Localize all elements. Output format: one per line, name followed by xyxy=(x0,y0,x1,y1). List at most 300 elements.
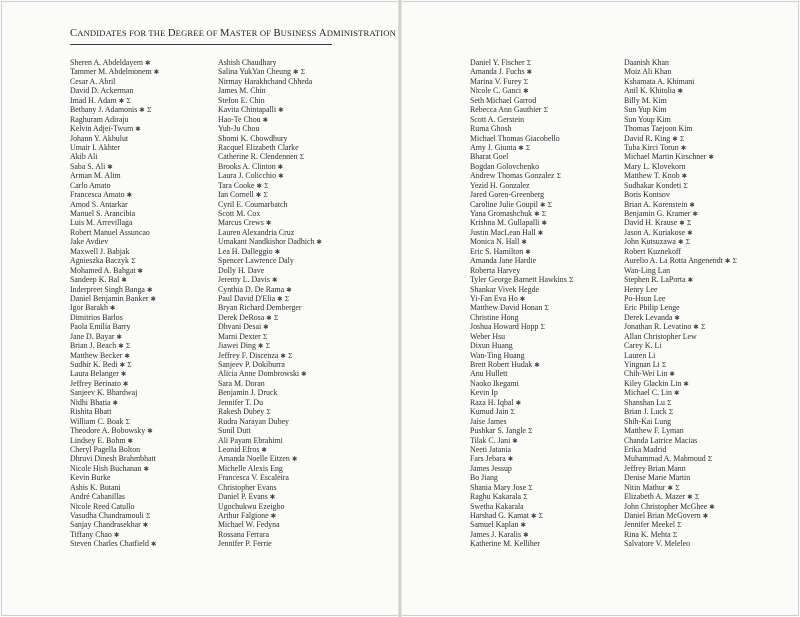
sigma-mark-icon: Σ xyxy=(130,257,136,266)
candidate-name-text: Katherine M. Kelliher xyxy=(470,539,540,549)
candidate-name xyxy=(70,256,230,265)
candidate-name-text: Racquel Elizabeth Clarke xyxy=(218,142,299,152)
candidate-name xyxy=(218,181,378,190)
candidate-name-text: John Kutsuzawa xyxy=(624,237,676,247)
candidate-name-text: David D. Ackerman xyxy=(70,86,134,96)
candidate-name xyxy=(218,86,378,95)
sigma-mark-icon: Σ xyxy=(541,210,547,218)
candidate-name-text: Eric Philip Lenge xyxy=(624,303,680,313)
candidate-name-text: Yi-Fan Eva Ho xyxy=(470,293,518,303)
candidate-name xyxy=(470,313,630,322)
candidate-name xyxy=(218,398,378,407)
asterisk-mark-icon: ✱ xyxy=(672,135,678,143)
candidate-name xyxy=(624,473,784,482)
candidate-name-text: Aurelio A. La Rotta Angenendt xyxy=(624,256,723,266)
candidate-name-text: Scott M. Cox xyxy=(218,209,261,218)
asterisk-mark-icon: ✱ xyxy=(534,362,540,369)
candidate-name xyxy=(218,171,378,180)
asterisk-mark-icon: ✱ xyxy=(261,446,267,454)
asterisk-mark-icon: ✱ xyxy=(683,380,689,388)
candidate-name-text: Pushkar S. Jangle xyxy=(470,426,526,436)
asterisk-mark-icon: ✱ xyxy=(677,88,684,96)
candidate-name xyxy=(624,266,784,275)
candidate-name-text: Marcus Crews xyxy=(218,218,264,228)
candidate-name xyxy=(218,237,378,246)
candidate-name xyxy=(624,77,784,86)
candidate-name xyxy=(218,473,378,482)
candidate-name xyxy=(470,162,630,171)
candidate-name-text: Seth Michael Garrod xyxy=(470,95,537,105)
candidate-name-text: Michael Thomas Giacobello xyxy=(470,133,560,143)
candidate-name-text: Ugochukwu Ezeigbo xyxy=(218,501,285,511)
candidate-name xyxy=(470,539,630,548)
asterisk-mark-icon: ✱ xyxy=(255,192,262,200)
name-column-2 xyxy=(218,58,378,549)
candidate-name-text: Steven Charles Chatfield xyxy=(70,539,149,549)
candidate-name-text: Arman M. Alim xyxy=(70,171,121,181)
candidate-name-text: Fars Jebara xyxy=(470,454,506,464)
candidate-name xyxy=(218,407,378,416)
candidate-name-text: Jared Goren-Greenberg xyxy=(470,190,545,200)
candidate-name-text: Kshamata A. Khimani xyxy=(624,76,695,86)
candidate-name xyxy=(218,77,378,86)
candidate-name xyxy=(70,200,230,209)
candidate-name-text: Kumud Jain xyxy=(470,407,509,417)
candidate-name xyxy=(70,520,230,529)
candidate-name-text: Nitin Mathur xyxy=(624,482,666,492)
candidate-name-text: Denise Marie Martin xyxy=(624,473,691,483)
candidate-name-text: Roberta Harvey xyxy=(470,265,521,275)
candidate-name xyxy=(470,332,630,341)
candidate-name xyxy=(470,341,630,350)
candidate-name-text: Daniel Y. Fischer xyxy=(470,58,525,67)
candidate-name xyxy=(470,379,630,388)
sigma-mark-icon: Σ xyxy=(299,153,305,162)
candidate-name xyxy=(470,285,630,294)
sigma-mark-icon: Σ xyxy=(300,68,306,77)
asterisk-mark-icon: ✱ xyxy=(679,220,685,228)
candidate-name xyxy=(70,96,230,105)
candidate-name-text: William C. Boak xyxy=(70,416,124,426)
sigma-mark-icon: Σ xyxy=(540,323,545,332)
candidate-name xyxy=(470,275,630,284)
candidate-name xyxy=(624,303,784,312)
asterisk-mark-icon: ✱ xyxy=(519,295,526,303)
candidate-name xyxy=(218,96,378,105)
candidate-name-text: Jaise James xyxy=(470,416,507,426)
candidate-name xyxy=(70,379,230,388)
candidate-name xyxy=(218,218,378,227)
candidate-name-text: Manuel S. Arancibia xyxy=(70,209,136,218)
candidate-name-text: Cyril E. Coumarbatch xyxy=(218,199,288,209)
candidate-name-text: Brett Robert Hudak xyxy=(470,360,533,369)
candidate-name-text: John Christopher McGhee xyxy=(624,501,708,511)
candidate-name xyxy=(218,200,378,209)
sigma-mark-icon: Σ xyxy=(527,427,533,436)
asterisk-mark-icon: ✱ xyxy=(146,286,153,294)
candidate-name-text: Sheren A. Abdeldayem xyxy=(70,58,143,67)
candidate-name-text: Amanda Jane Hardie xyxy=(470,256,537,266)
candidate-name-text: Yezid H. Gonzalez xyxy=(470,180,530,190)
candidate-name-text: Christopher Evans xyxy=(218,482,277,492)
candidate-name-text: James Jessup xyxy=(470,463,512,473)
asterisk-mark-icon: ✱ xyxy=(266,314,272,322)
candidate-name-text: Nidhi Bhatia xyxy=(70,397,111,407)
candidate-name xyxy=(624,313,784,322)
candidate-name xyxy=(624,369,784,378)
candidate-name-text: Sudhakar Kondeti xyxy=(624,180,682,190)
candidate-name-text: Dhruvi Dinesh Brahmbhatt xyxy=(70,454,156,464)
asterisk-mark-icon: ✱ xyxy=(687,494,693,502)
candidate-name-text: Igor Barakh xyxy=(70,303,108,313)
candidate-name-text: Jake Avdiev xyxy=(70,237,109,247)
candidate-name-text: Wan-Ting Huang xyxy=(470,350,525,360)
candidate-name xyxy=(70,285,230,294)
asterisk-mark-icon: ✱ xyxy=(135,126,141,134)
candidate-name xyxy=(470,200,630,209)
sigma-mark-icon: Σ xyxy=(672,530,678,539)
candidate-name-text: Jane D. Bayar xyxy=(70,331,115,341)
candidate-name-text: Salvatore V. Meleleo xyxy=(624,539,691,549)
asterisk-mark-icon: ✱ xyxy=(278,107,284,115)
candidate-name-text: Bethany J. Adamonis xyxy=(70,105,138,115)
candidate-name xyxy=(218,426,378,435)
candidate-name xyxy=(70,530,230,539)
candidate-name-text: Marni Dexter xyxy=(218,331,261,341)
candidate-name xyxy=(470,115,630,124)
candidate-name-text: Lauren Li xyxy=(624,350,656,360)
sigma-mark-icon: Σ xyxy=(263,191,268,200)
candidate-name xyxy=(218,294,378,303)
candidate-name xyxy=(470,77,630,86)
asterisk-mark-icon: ✱ xyxy=(537,229,544,237)
asterisk-mark-icon: ✱ xyxy=(122,380,129,388)
candidate-name-text: Bharat Goel xyxy=(470,152,509,162)
candidate-name xyxy=(218,322,378,331)
candidate-name xyxy=(624,58,784,67)
candidate-name xyxy=(70,322,230,331)
asterisk-mark-icon: ✱ xyxy=(530,513,537,520)
candidate-name xyxy=(624,200,784,209)
candidate-name-text: Andrew Thomas Gonzalez xyxy=(470,171,555,181)
asterisk-mark-icon: ✱ xyxy=(107,163,113,171)
candidate-name-text: Eric S. Hamilton xyxy=(470,246,524,256)
asterisk-mark-icon: ✱ xyxy=(316,239,322,247)
candidate-name-text: Jiawei Ding xyxy=(218,341,256,351)
candidate-name xyxy=(70,228,230,237)
candidate-name-text: Sara M. Doran xyxy=(218,378,265,388)
sigma-mark-icon: Σ xyxy=(273,313,279,322)
candidate-name xyxy=(218,502,378,511)
candidate-name xyxy=(624,464,784,473)
candidate-name-text: Nicole C. Ganci xyxy=(470,86,522,96)
candidate-name xyxy=(70,539,230,548)
sigma-mark-icon: Σ xyxy=(266,408,271,417)
asterisk-mark-icon: ✱ xyxy=(137,267,144,275)
candidate-name-text: Johann Y. Akbulut xyxy=(70,133,129,143)
candidate-name xyxy=(624,237,784,246)
asterisk-mark-icon: ✱ xyxy=(280,352,286,360)
candidate-name xyxy=(624,256,784,265)
sigma-mark-icon: Σ xyxy=(544,304,549,313)
candidate-name-text: Carlo Amato xyxy=(70,180,111,190)
candidate-name xyxy=(470,473,630,482)
candidate-name-text: Francesca Amato xyxy=(70,190,125,200)
asterisk-mark-icon: ✱ xyxy=(681,173,688,181)
candidate-name-text: Scott A. Gerstein xyxy=(470,114,525,124)
candidate-name xyxy=(70,247,230,256)
candidate-name-text: Anu Hullett xyxy=(470,369,508,379)
candidate-name-text: Cheryl Pagella Bolton xyxy=(70,444,141,454)
asterisk-mark-icon: ✱ xyxy=(520,522,526,530)
asterisk-mark-icon: ✱ xyxy=(674,314,680,322)
asterisk-mark-icon: ✱ xyxy=(708,154,714,162)
candidate-name-text: Krishna M. Gullapalli xyxy=(470,218,540,228)
candidate-name xyxy=(218,360,378,369)
asterisk-mark-icon: ✱ xyxy=(291,456,298,464)
sigma-mark-icon: Σ xyxy=(538,512,544,520)
candidate-name xyxy=(70,483,230,492)
candidate-name-text: Jeremy L. Davis xyxy=(218,275,270,285)
candidate-name-text: Dimitrios Barlos xyxy=(70,312,123,322)
asterisk-mark-icon: ✱ xyxy=(523,531,529,539)
candidate-name xyxy=(218,492,378,501)
candidate-name xyxy=(470,124,630,133)
candidate-name-text: Justin MacLean Hall xyxy=(470,227,536,237)
candidate-name-text: Shania Mary Jose xyxy=(470,482,527,492)
asterisk-mark-icon: ✱ xyxy=(118,343,124,351)
candidate-name-text: Amy J. Giunta xyxy=(470,142,517,152)
candidate-name xyxy=(218,445,378,454)
candidate-name-text: Rudra Narayan Dubey xyxy=(218,416,289,426)
candidate-name-text: Neeti Jatania xyxy=(470,444,511,454)
candidate-name-text: Jeffrey F. Discenza xyxy=(218,350,279,360)
candidate-name xyxy=(624,228,784,237)
candidate-name xyxy=(70,237,230,246)
candidate-name xyxy=(470,502,630,511)
candidate-name xyxy=(624,530,784,539)
candidate-name xyxy=(624,502,784,511)
candidate-name xyxy=(218,341,378,350)
candidate-name xyxy=(218,436,378,445)
candidate-name-text: Raghuram Adiraju xyxy=(70,114,129,124)
candidate-name xyxy=(624,511,784,520)
candidate-name xyxy=(470,152,630,161)
candidate-name xyxy=(470,360,630,369)
candidate-name-text: Po-Hsun Lee xyxy=(624,293,666,303)
candidate-name-text: Luis M. Arrevillaga xyxy=(70,218,133,228)
candidate-name-text: Thomas Taejoon Kim xyxy=(624,124,693,134)
candidate-name xyxy=(70,86,230,95)
candidate-name-text: Boris Kontsov xyxy=(624,190,670,200)
name-column-3 xyxy=(470,58,630,549)
candidate-name xyxy=(624,417,784,426)
candidate-name-text: Moiz Ali Khan xyxy=(624,67,672,77)
candidate-name xyxy=(470,511,630,520)
candidate-name xyxy=(624,115,784,124)
candidate-name xyxy=(218,228,378,237)
candidate-name-text: Daanish Khan xyxy=(624,58,669,67)
candidate-name-text: Brooks A. Clinton xyxy=(218,161,276,171)
candidate-name xyxy=(218,332,378,341)
candidate-name-text: Sun Yup Kim xyxy=(624,105,667,115)
candidate-name xyxy=(218,454,378,463)
candidate-name-text: Chih-Wei Lin xyxy=(624,369,668,379)
candidate-name-text: Michael W. Fedyna xyxy=(218,520,280,530)
sigma-mark-icon: Σ xyxy=(264,181,269,190)
candidate-name xyxy=(470,143,630,152)
candidate-name xyxy=(70,143,230,152)
candidate-name xyxy=(218,143,378,152)
candidate-name xyxy=(624,285,784,294)
candidate-name-text: Lindsey E. Bohm xyxy=(70,435,126,445)
candidate-name-text: Caroline Julie Goupil xyxy=(470,199,538,209)
candidate-name-text: Michelle Alexis Eng xyxy=(218,463,283,473)
candidate-name xyxy=(218,303,378,312)
candidate-name xyxy=(70,388,230,397)
candidate-name-text: James J. Karalis xyxy=(470,529,522,539)
candidate-name xyxy=(470,464,630,473)
asterisk-mark-icon: ✱ xyxy=(150,541,157,549)
sigma-mark-icon: Σ xyxy=(556,172,561,181)
candidate-name-text: Samuel Kaplan xyxy=(470,520,519,530)
right-page xyxy=(400,0,800,617)
candidate-name xyxy=(470,483,630,492)
asterisk-mark-icon: ✱ xyxy=(277,163,284,171)
candidate-name-text: Sudhir K. Bedi xyxy=(70,360,118,369)
candidate-name-text: Leonid Efros xyxy=(218,444,260,454)
candidate-name xyxy=(624,275,784,284)
asterisk-mark-icon: ✱ xyxy=(153,69,160,77)
sigma-mark-icon: Σ xyxy=(677,521,682,530)
candidate-name-text: Tyler George Barnett Hawkins xyxy=(470,275,567,285)
candidate-name xyxy=(624,190,784,199)
asterisk-mark-icon: ✱ xyxy=(523,88,529,96)
candidate-name-text: Yingnan Li xyxy=(624,360,660,369)
asterisk-mark-icon: ✱ xyxy=(512,437,518,445)
candidate-name-text: Jeffrey Brian Mann xyxy=(624,463,686,473)
candidate-name-text: Ashish Chaudhary xyxy=(218,58,277,67)
sigma-mark-icon: Σ xyxy=(125,342,131,351)
candidate-name-text: Stephen R. LaPorta xyxy=(624,275,686,285)
candidate-name xyxy=(70,181,230,190)
candidate-name-text: Maxwell J. Babjak xyxy=(70,246,130,256)
candidate-name-text: Saba S. Ali xyxy=(70,161,106,171)
candidate-name-text: Dixun Huang xyxy=(470,341,513,351)
asterisk-mark-icon: ✱ xyxy=(507,456,514,464)
candidate-name xyxy=(624,143,784,152)
candidate-name-text: Kelvin Adjei-Twum xyxy=(70,124,134,134)
asterisk-mark-icon: ✱ xyxy=(271,277,278,285)
candidate-name xyxy=(470,171,630,180)
candidate-name xyxy=(624,124,784,133)
asterisk-mark-icon: ✱ xyxy=(674,390,680,398)
candidate-name-text: Umakant Nandkishor Dadhich xyxy=(218,237,315,247)
candidate-name-text: Paola Emilia Barry xyxy=(70,322,131,332)
candidate-name xyxy=(218,530,378,539)
candidate-name xyxy=(218,124,378,133)
candidate-name-text: Raghu Kakarala xyxy=(470,492,522,502)
asterisk-mark-icon: ✱ xyxy=(113,531,120,539)
sigma-mark-icon: Σ xyxy=(666,398,672,407)
left-page xyxy=(0,0,399,617)
candidate-name xyxy=(624,388,784,397)
candidate-name xyxy=(470,454,630,463)
sigma-mark-icon: Σ xyxy=(284,294,290,303)
candidate-name-text: Daniel Brian McGovern xyxy=(624,511,701,520)
asterisk-mark-icon: ✱ xyxy=(521,239,527,247)
candidate-name-text: Rishita Bhatt xyxy=(70,407,112,417)
sigma-mark-icon: Σ xyxy=(547,200,552,209)
candidate-name-text: Rina K. Mehta xyxy=(624,529,671,539)
candidate-name xyxy=(470,530,630,539)
asterisk-mark-icon: ✱ xyxy=(669,371,675,379)
candidate-name-text: Robert Kuznekoff xyxy=(624,246,682,256)
candidate-name xyxy=(624,322,784,331)
candidate-name-text: Laura Belanger xyxy=(70,369,119,379)
candidate-name xyxy=(470,181,630,190)
candidate-name xyxy=(70,407,230,416)
sigma-mark-icon: Σ xyxy=(686,219,692,228)
candidate-name-text: Brian J. Luck xyxy=(624,407,667,417)
candidate-name xyxy=(70,351,230,360)
sigma-mark-icon: Σ xyxy=(125,417,130,426)
candidate-name xyxy=(470,86,630,95)
candidate-name-text: Amanda J. Fuchs xyxy=(470,67,525,77)
candidate-name xyxy=(624,341,784,350)
sigma-mark-icon: Σ xyxy=(287,351,293,360)
candidate-name xyxy=(624,152,784,161)
candidate-name-text: Anil K. Khitolia xyxy=(624,86,676,96)
candidate-name-text: Sunil Dutt xyxy=(218,426,251,436)
candidate-name xyxy=(470,351,630,360)
candidate-name xyxy=(218,520,378,529)
candidate-name-text: Ali Payam Ebrahimi xyxy=(218,435,283,445)
candidate-name xyxy=(218,209,378,218)
candidate-name xyxy=(470,58,630,67)
candidate-name xyxy=(70,492,230,501)
candidate-name-text: Shanshan Lu xyxy=(624,397,665,407)
candidate-name xyxy=(624,426,784,435)
candidate-name xyxy=(70,436,230,445)
candidate-name-text: Wan-Ling Lan xyxy=(624,265,671,275)
candidate-name xyxy=(70,473,230,482)
candidate-name xyxy=(624,247,784,256)
candidate-name-text: Mohamed A. Bahgat xyxy=(70,265,136,275)
candidate-name-text: Michael Martin Kirschner xyxy=(624,152,707,162)
candidate-name-text: Kavita Chintapalli xyxy=(218,105,277,115)
candidate-name-text: Mary L. Klovekorn xyxy=(624,161,686,171)
asterisk-mark-icon: ✱ xyxy=(702,513,709,520)
candidate-name-text: Brian J. Beach xyxy=(70,341,117,351)
candidate-name-text: Marina V. Furey xyxy=(470,76,522,86)
candidate-name-text: Shih-Kai Lung xyxy=(624,416,672,426)
candidate-name xyxy=(70,426,230,435)
sigma-mark-icon: Σ xyxy=(700,323,706,332)
candidate-name-text: Naoko Ikegami xyxy=(470,378,519,388)
candidate-name xyxy=(470,369,630,378)
asterisk-mark-icon: ✱ xyxy=(680,144,687,152)
candidate-name xyxy=(70,360,230,369)
candidate-name-text: Shomi K. Chowdhury xyxy=(218,133,288,143)
candidate-name-text: Weber Hsu xyxy=(470,331,506,341)
asterisk-mark-icon: ✱ xyxy=(518,144,524,152)
candidate-name xyxy=(218,115,378,124)
candidate-name-text: Ruma Ghosh xyxy=(470,124,512,134)
candidate-name xyxy=(218,67,378,76)
asterisk-mark-icon: ✱ xyxy=(525,248,531,256)
sigma-mark-icon: Σ xyxy=(510,408,515,417)
